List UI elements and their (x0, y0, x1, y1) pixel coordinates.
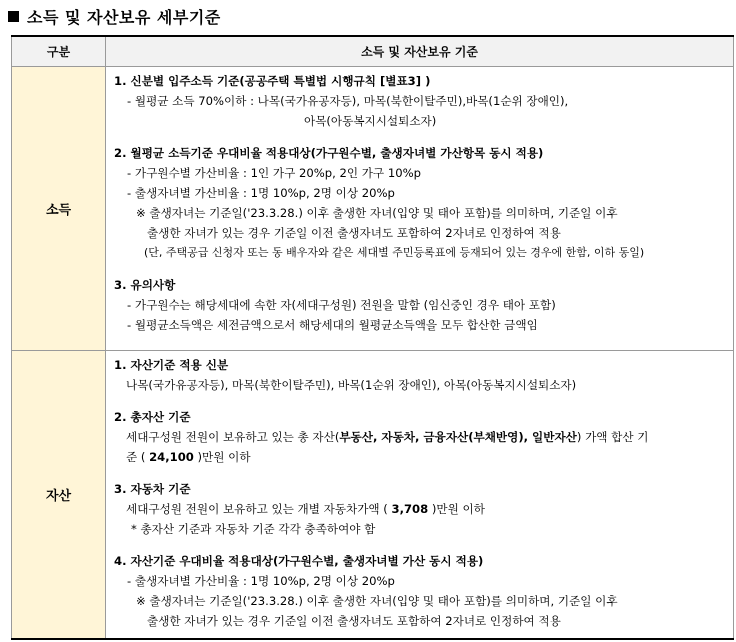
income-section-2-note: 출생한 자녀가 있는 경우 기준일 이전 출생자녀도 포함하여 2자녀로 인정하여 적용 (147, 226, 561, 240)
asset-section-4-note: 출생한 자녀가 있는 경우 기준일 이전 출생자녀도 포함하여 2자녀로 인정하여 적용 (147, 614, 561, 628)
asset-criteria (106, 351, 734, 639)
asset-section-3-heading: 3. 자동차 기준 (114, 482, 191, 496)
income-section-1-line: 아목(아동복지시설퇴소자) (304, 114, 437, 128)
asset-section-3-note: * 총자산 기준과 자동차 기준 각각 충족하여야 함 (131, 522, 376, 536)
asset-section-2-line: 준 ( 24,100 )만원 이하 (126, 450, 251, 464)
asset-section-4-note: ※ 출생자녀는 기준일('23.3.28.) 이후 출생한 자녀(입양 및 태아 포함)를 의미하며, 기준일 이후 (136, 594, 618, 608)
total-asset-limit: 24,100 (149, 450, 194, 464)
income-section-2-note: ※ 출생자녀는 기준일('23.3.28.) 이후 출생한 자녀(입양 및 태아 포함)를 의미하며, 기준일 이후 (136, 206, 618, 220)
asset-section-2-line: 세대구성원 전원이 보유하고 있는 총 자산(부동산, 자동차, 금융자산(부채반영), 일반자산) 가액 합산 기 (126, 430, 649, 444)
income-section-2-note: (단, 주택공급 신청자 또는 동 배우자와 같은 세대별 주민등록표에 등재되어 있는 경우에 한함, 이하 동일) (144, 246, 645, 259)
header-category: 구분 (12, 36, 106, 67)
asset-types: 부동산, 자동차, 금융자산(부채반영), 일반자산 (339, 430, 577, 444)
square-bullet-icon (8, 11, 19, 22)
asset-section-4-heading: 4. 자산기준 우대비율 적용대상(가구원수별, 출생자녀별 가산 동시 적용) (114, 554, 484, 568)
asset-section-1-line: 나목(국가유공자등), 마목(북한이탈주민), 바목(1순위 장애인), 아목(아동복지시설퇴소자) (126, 378, 577, 392)
income-section-3-line: - 가구원수는 해당세대에 속한 자(세대구성원) 전원을 말함 (임신중인 경우 태아 포함) (127, 298, 556, 312)
asset-section-4-line: - 출생자녀별 가산비율 : 1명 10%p, 2명 이상 20%p (127, 574, 395, 588)
income-section-3-line: - 월평균소득액은 세전금액으로서 해당세대의 월평균소득액을 모두 합산한 금액임 (127, 318, 538, 332)
income-label: 소득 (12, 67, 106, 351)
income-row (12, 67, 734, 351)
income-section-2-line: - 출생자녀별 가산비율 : 1명 10%p, 2명 이상 20%p (127, 186, 395, 200)
header-criteria: 소득 및 자산보유 기준 (106, 36, 734, 67)
table-header-row (12, 36, 734, 67)
income-criteria (106, 67, 734, 351)
section-title-text: 소득 및 자산보유 세부기준 (27, 7, 221, 27)
asset-section-2-heading: 2. 총자산 기준 (114, 410, 191, 424)
asset-row (12, 351, 734, 639)
income-section-2-heading: 2. 월평균 소득기준 우대비율 적용대상(가구원수별, 출생자녀별 가산항목 동시 적용) (114, 146, 544, 160)
asset-label: 자산 (12, 351, 106, 639)
asset-section-3-line: 세대구성원 전원이 보유하고 있는 개별 자동차가액 ( 3,708 )만원 이하 (126, 502, 485, 516)
income-section-3-heading: 3. 유의사항 (114, 278, 176, 292)
asset-section-1-heading: 1. 자산기준 적용 신분 (114, 358, 229, 372)
criteria-table (11, 35, 734, 640)
section-title (8, 4, 221, 28)
income-section-1-heading: 1. 신분별 입주소득 기준(공공주택 특별법 시행규칙 [별표3] ) (114, 74, 431, 88)
income-section-1-line: - 월평균 소득 70%이하 : 나목(국가유공자등), 마목(북한이탈주민),바목(1순위 장애인), (127, 94, 569, 108)
income-section-2-line: - 가구원수별 가산비율 : 1인 가구 20%p, 2인 가구 10%p (127, 166, 421, 180)
vehicle-limit: 3,708 (391, 502, 429, 516)
